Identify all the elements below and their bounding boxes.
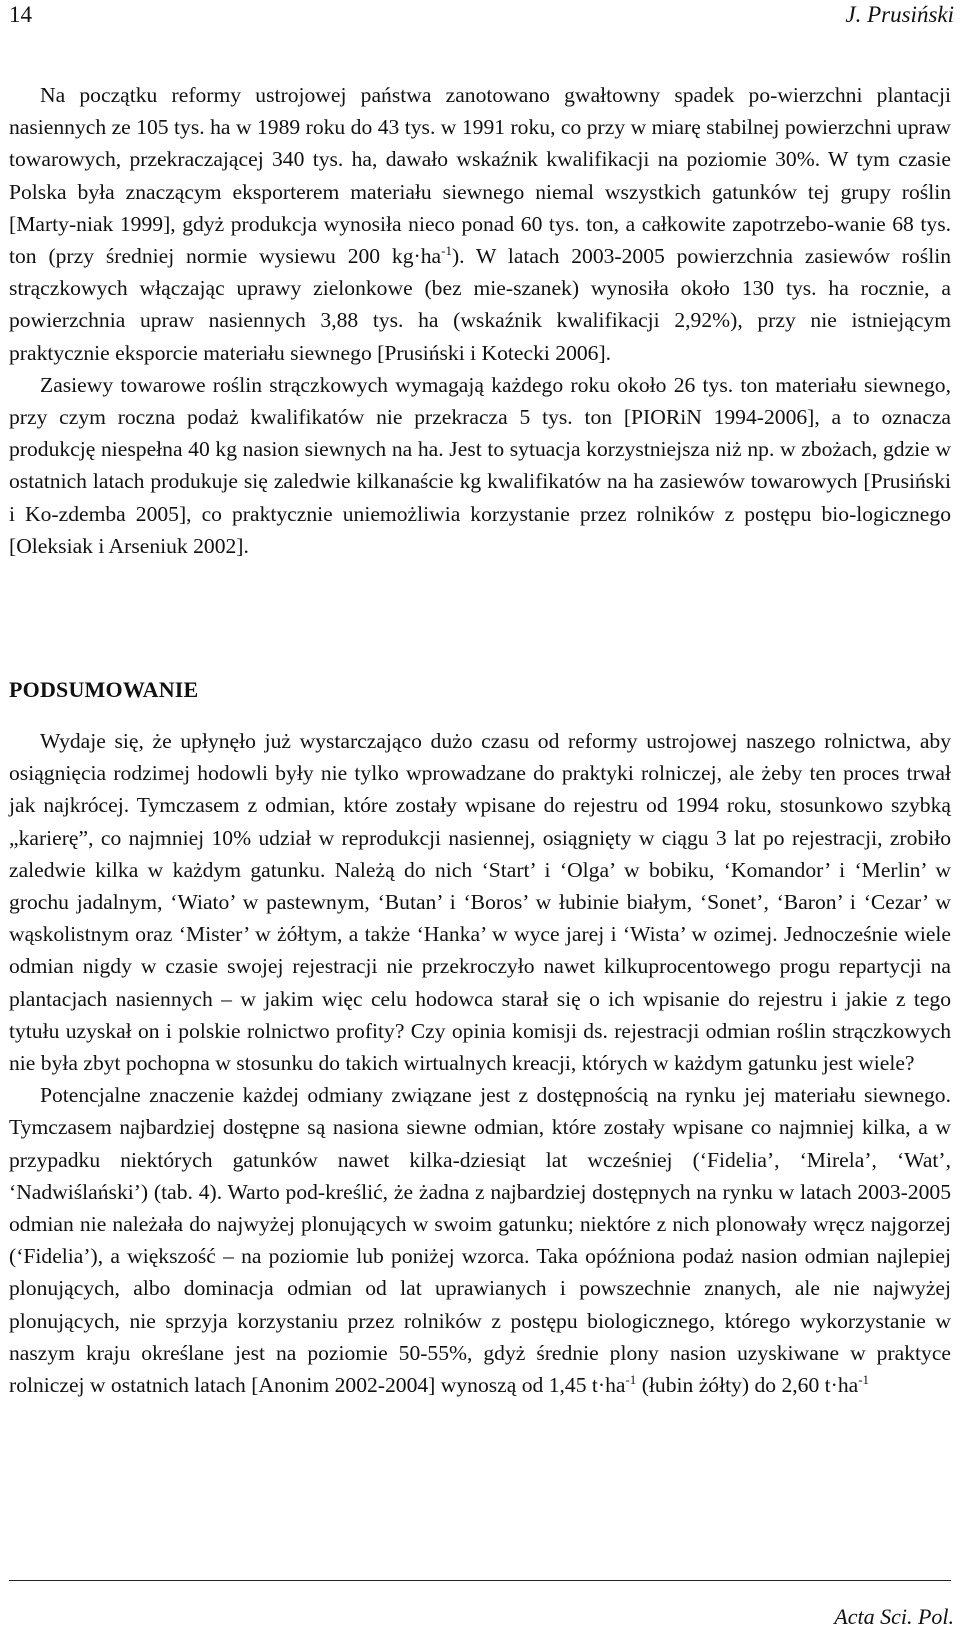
running-head-author: J. Prusiński bbox=[845, 2, 954, 27]
superscript: -1 bbox=[441, 243, 452, 259]
page-number: 14 bbox=[9, 2, 32, 27]
footer-journal-name: Acta Sci. Pol. bbox=[834, 1604, 954, 1629]
page-header bbox=[0, 0, 960, 40]
body-paragraph-1-block bbox=[9, 79, 951, 562]
paragraph-1-text-a: Na początku reformy ustrojowej państwa zanotowano gwałtowny spadek po-wierzchni plantacji nasiennych ze 105 tys. ha w 1989 roku do 43 tys. w 1991 roku, co przy w miarę stabilnej powierzchni upraw towarowych, przekraczającej 340 tys. ha, dawało wskaźnik kwalifikacji na poziomie 30%. W tym czasie Polska była znaczącym eksporterem materiału siewnego niemal wszystkich gatunków tej grupy roślin [Marty-niak 1999], gdyż produkcja wynosiła nieco ponad 60 tys. ton, a całkowite zapotrzebo-wanie 68 tys. ton (przy średniej normie wysiewu 200 kg·ha bbox=[9, 83, 951, 269]
summary-block bbox=[9, 725, 951, 1401]
summary-paragraph-2-text-b: (łubin żółty) do 2,60 t·ha bbox=[636, 1373, 859, 1398]
summary-paragraph-1: Wydaje się, że upłynęło już wystarczająco dużo czasu od reformy ustrojowej naszego rolnictwa, aby osiągnięcia rodzimej hodowli były nie tylko wprowadzane do praktyki rolniczej, ale żeby ten proces trwał jak najkrócej. Tymczasem z odmian, które zostały wpisane do rejestru od 1994 roku, stosunkowo szybką „karierę”, co najmniej 10% udział w reprodukcji nasiennej, osiągnięty w ciągu 3 lat po rejestracji, zrobiło zaledwie kilka w każdym gatunku. Należą do nich ‘Start’ i ‘Olga’ w bobiku, ‘Komandor’ i ‘Merlin’ w grochu jadalnym, ‘Wiato’ w pastewnym, ‘Butan’ i ‘Boros’ w łubinie białym, ‘Sonet’, ‘Baron’ i ‘Cezar’ w wąskolistnym oraz ‘Mister’ w żółtym, a także ‘Hanka’ w wyce jarej i ‘Wista’ w ozimej. Jednocześnie wiele odmian nigdy w czasie swojej rejestracji nie przekroczyło nawet kilkuprocentowego progu repartycji na plantacjach nasiennych – w jakim więc celu hodowca starał się o ich wpisanie do rejestru i jakie z tego tytułu uzyskał on i polskie rolnictwo profity? Czy opinia komisji ds. rejestracji odmian roślin strączkowych nie była zbyt pochopna w stosunku do takich wirtualnych kreacji, których w każdym gatunku jest wiele? bbox=[9, 729, 951, 1076]
summary-paragraph-2-text-a: Potencjalne znaczenie każdej odmiany związane jest z dostępnością na rynku jej materiału siewnego. Tymczasem najbardziej dostępne są nasiona siewne odmian, które zostały wpisane co najmniej kilka, a w przypadku niektórych gatunków nawet kilka-dziesiąt lat wcześniej (‘Fidelia’, ‘Mirela’, ‘Wat’, ‘Nadwiślański’) (tab. 4). Warto pod-kreślić, że żadna z najbardziej dostępnych na rynku w latach 2003-2005 odmian nie należała do najwyżej plonujących w swoim gatunku; niektóre z nich plonowały wręcz najgorzej (‘Fidelia’), a większość – na poziomie lub poniżej wzorca. Taka opóźniona podaż nasion odmian najlepiej plonujących, albo dominacja odmian od lat uprawianych i powszechnie znanych, ale nie najwyżej plonujących, nie sprzyja korzystaniu przez rolników z postępu biologicznego, którego wykorzystanie w naszym kraju określane jest na poziomie 50-55%, gdyż średnie plony nasion uzyskiwane w praktyce rolniczej w ostatnich latach [Anonim 2002-2004] wynoszą od 1,45 t·ha bbox=[9, 1083, 951, 1398]
paragraph-1-text-b: ). W latach 2003-2005 powierzchnia zasiewów roślin strączkowych włączając uprawy zielonkowe (bez mie-szanek) wynosiła około 130 tys. ha rocznie, a powierzchnia upraw nasiennych 3,88 tys. ha (wskaźnik kwalifikacji 2,92%), przy nie istniejącym praktycznie eksporcie materiału siewnego [Prusiński i Kotecki 2006]. bbox=[9, 244, 951, 365]
section-heading: PODSUMOWANIE bbox=[9, 677, 199, 702]
summary-paragraph-2 bbox=[9, 1079, 951, 1401]
superscript: -1 bbox=[858, 1372, 870, 1388]
superscript: -1 bbox=[625, 1372, 637, 1388]
footer-divider bbox=[9, 1580, 951, 1581]
body-paragraph-2: Zasiewy towarowe roślin strączkowych wymagają każdego roku około 26 tys. ton materiału siewnego, przy czym roczna podaż kwalifikatów nie przekracza 5 tys. ton [PIORiN 1994-2006], a to oznacza produkcję niespełna 40 kg nasion siewnych na ha. Jest to sytuacja korzystniejsza niż np. w zbożach, gdzie w ostatnich latach produkuje się zaledwie kilkanaście kg kwalifikatów na ha zasiewów towarowych [Prusiński i Ko-zdemba 2005], co praktycznie uniemożliwia korzystanie przez rolników z postępu bio-logicznego [Oleksiak i Arseniuk 2002]. bbox=[9, 372, 951, 558]
body-paragraph-1 bbox=[9, 79, 951, 369]
